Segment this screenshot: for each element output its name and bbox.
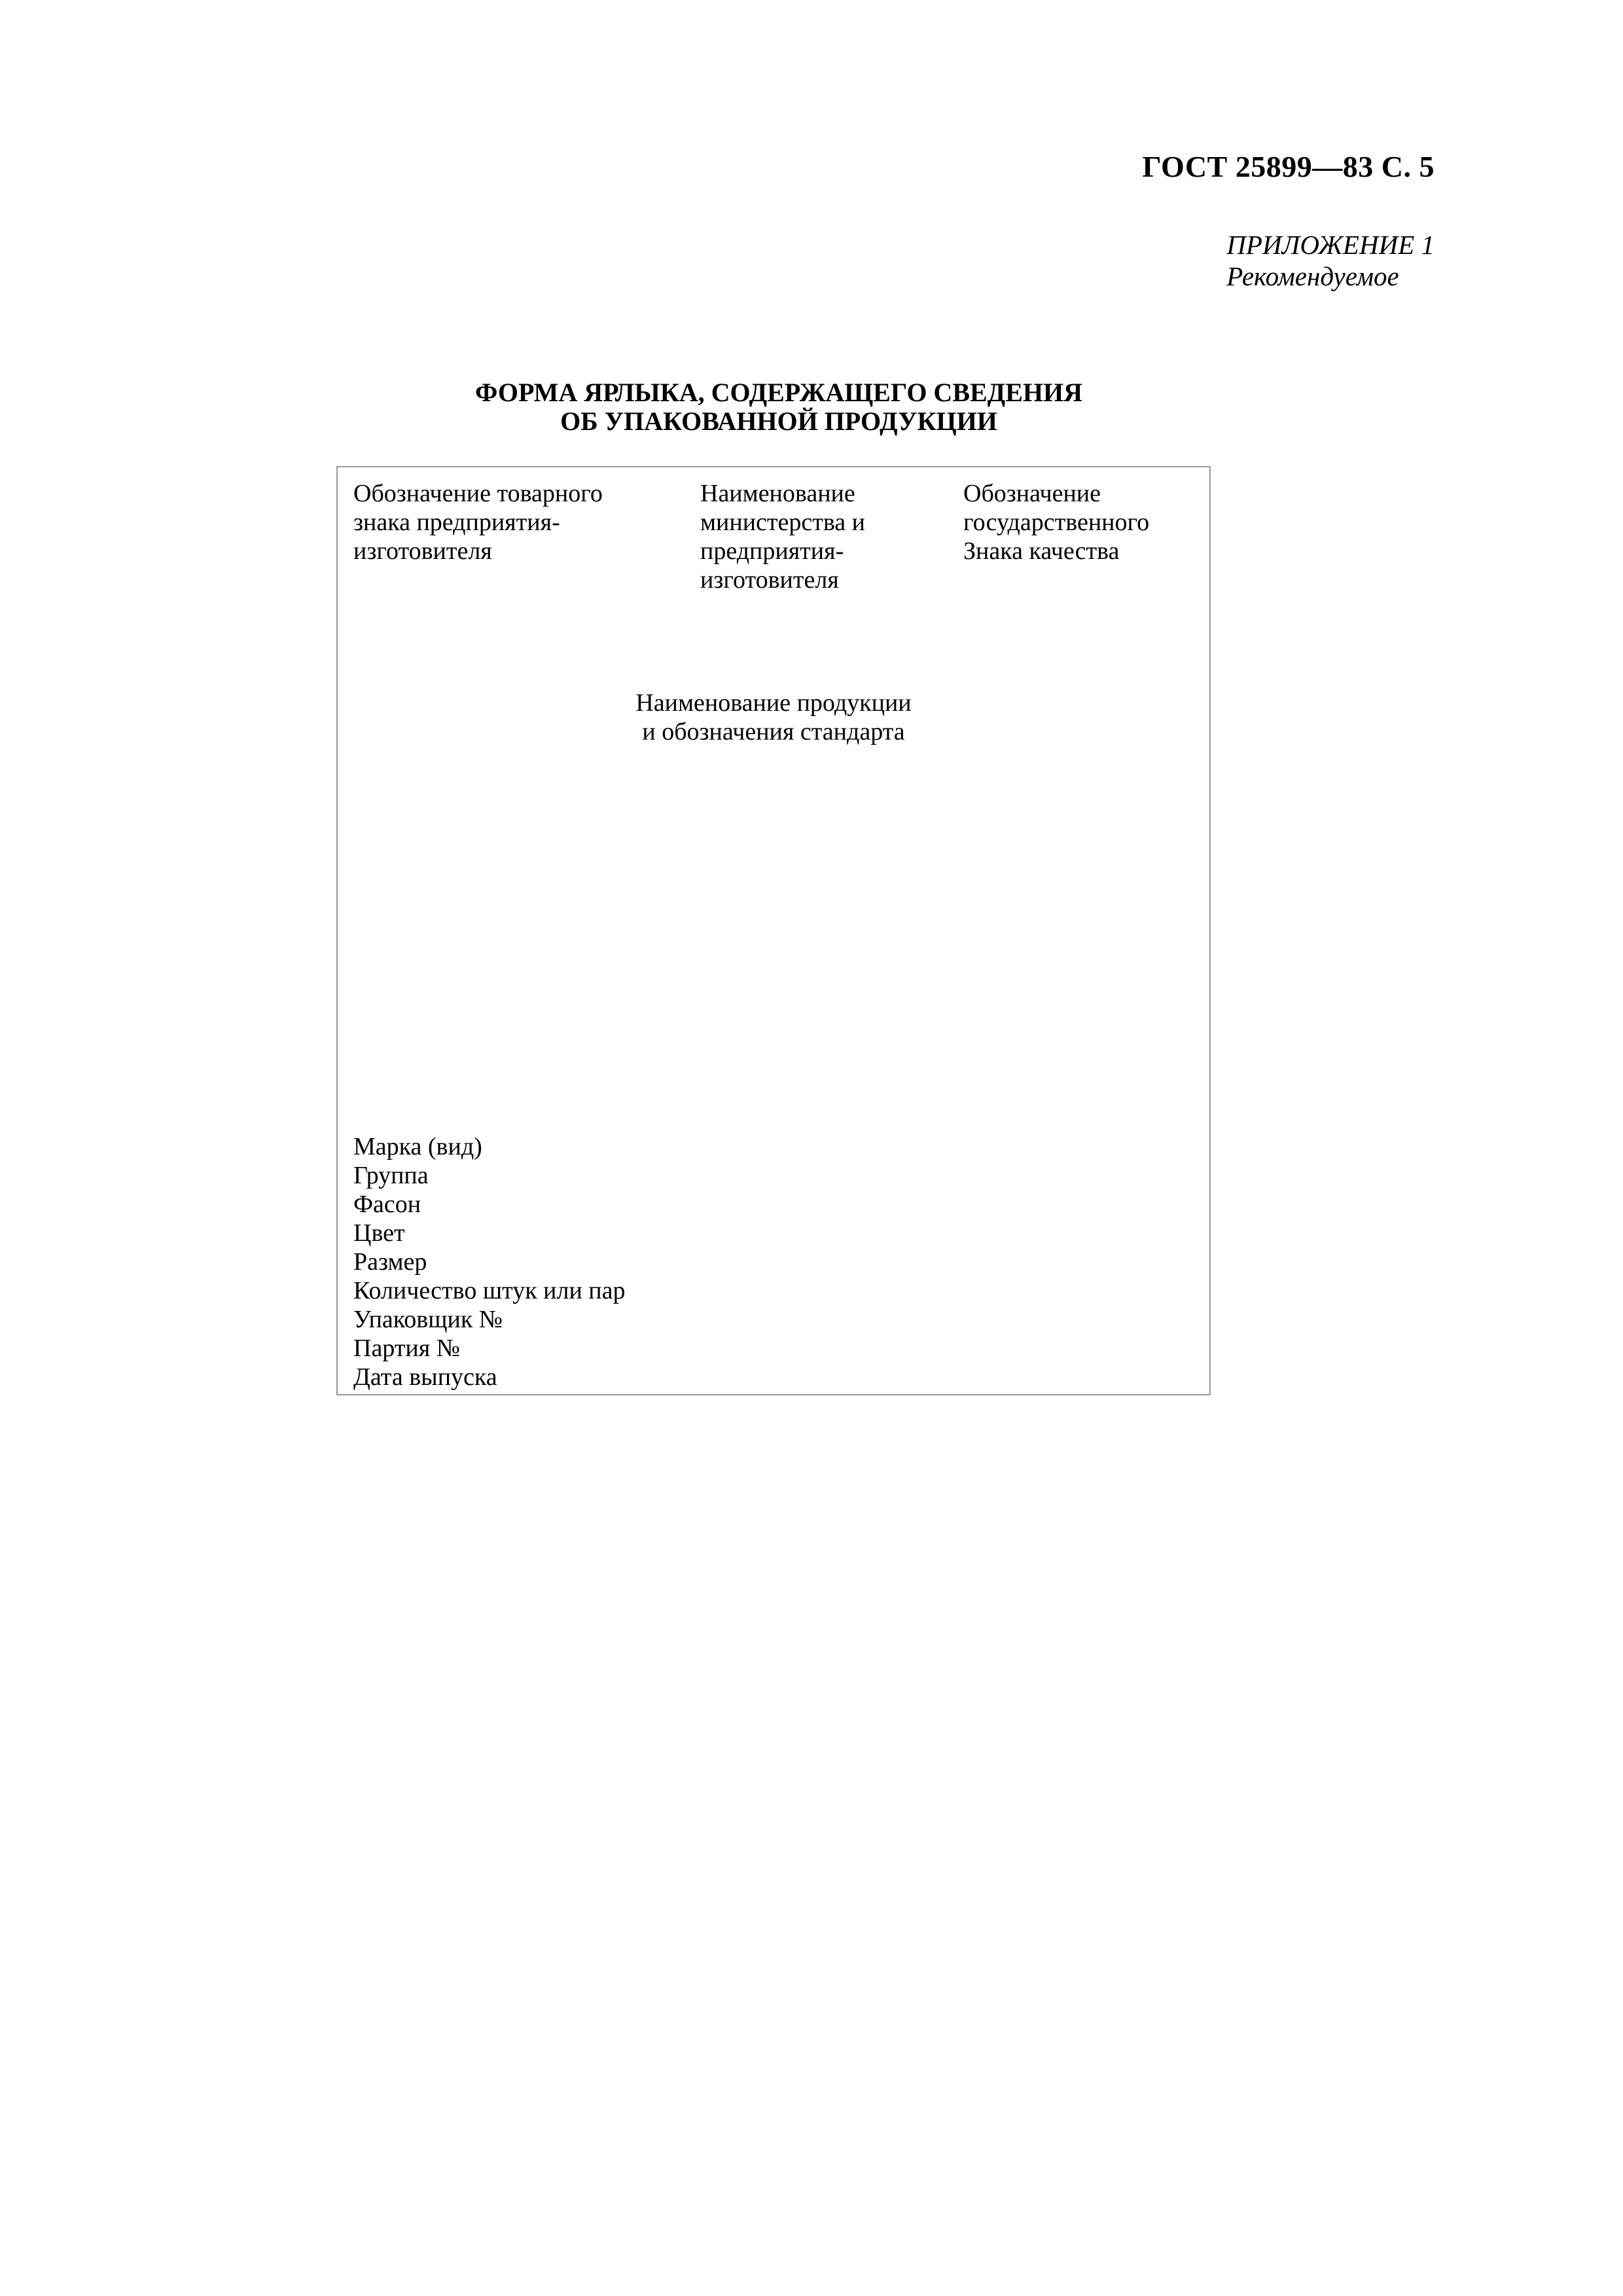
column-text-line: Обозначение товарного	[353, 480, 603, 507]
column-text-line: государственного	[963, 509, 1150, 536]
trademark-designation-column	[353, 479, 603, 565]
product-name-line-2: и обозначения стандарта	[642, 718, 905, 745]
field-release-date: Дата выпуска	[353, 1363, 497, 1391]
column-text-line: Наименование	[700, 480, 855, 507]
field-style: Фасон	[353, 1191, 421, 1218]
field-brand: Марка (вид)	[353, 1133, 482, 1160]
form-title	[340, 378, 1217, 436]
field-size: Размер	[353, 1248, 427, 1276]
column-text-line: министерства и	[700, 509, 866, 536]
column-text-line: Обозначение	[963, 480, 1101, 507]
appendix-status: Рекомендуемое	[1226, 261, 1399, 291]
form-title-line-2: ОБ УПАКОВАННОЙ ПРОДУКЦИИ	[560, 406, 997, 436]
document-code: ГОСТ 25899—83 С. 5	[1142, 150, 1435, 183]
product-name-line-1: Наименование продукции	[635, 689, 912, 717]
field-group: Группа	[353, 1162, 429, 1189]
appendix-title: ПРИЛОЖЕНИЕ 1	[1226, 230, 1435, 260]
column-text-line: Знака качества	[963, 537, 1120, 565]
field-color: Цвет	[353, 1219, 405, 1247]
product-name-block	[338, 689, 1209, 746]
field-packer-number: Упаковщик №	[353, 1306, 503, 1333]
appendix-block	[1226, 229, 1435, 292]
column-text-line: изготовителя	[700, 566, 839, 594]
form-title-line-1: ФОРМА ЯРЛЫКА, СОДЕРЖАЩЕГО СВЕДЕНИЯ	[475, 378, 1082, 407]
field-quantity: Количество штук или пар	[353, 1277, 626, 1304]
manufacturer-name-column	[700, 479, 865, 594]
column-text-line: предприятия-	[700, 537, 844, 565]
label-form-frame	[336, 466, 1211, 1395]
column-text-line: знака предприятия-	[353, 509, 560, 536]
column-text-line: изготовителя	[353, 537, 492, 565]
field-batch-number: Партия №	[353, 1335, 460, 1362]
label-fields-list	[353, 1132, 626, 1391]
quality-mark-column	[963, 479, 1149, 565]
